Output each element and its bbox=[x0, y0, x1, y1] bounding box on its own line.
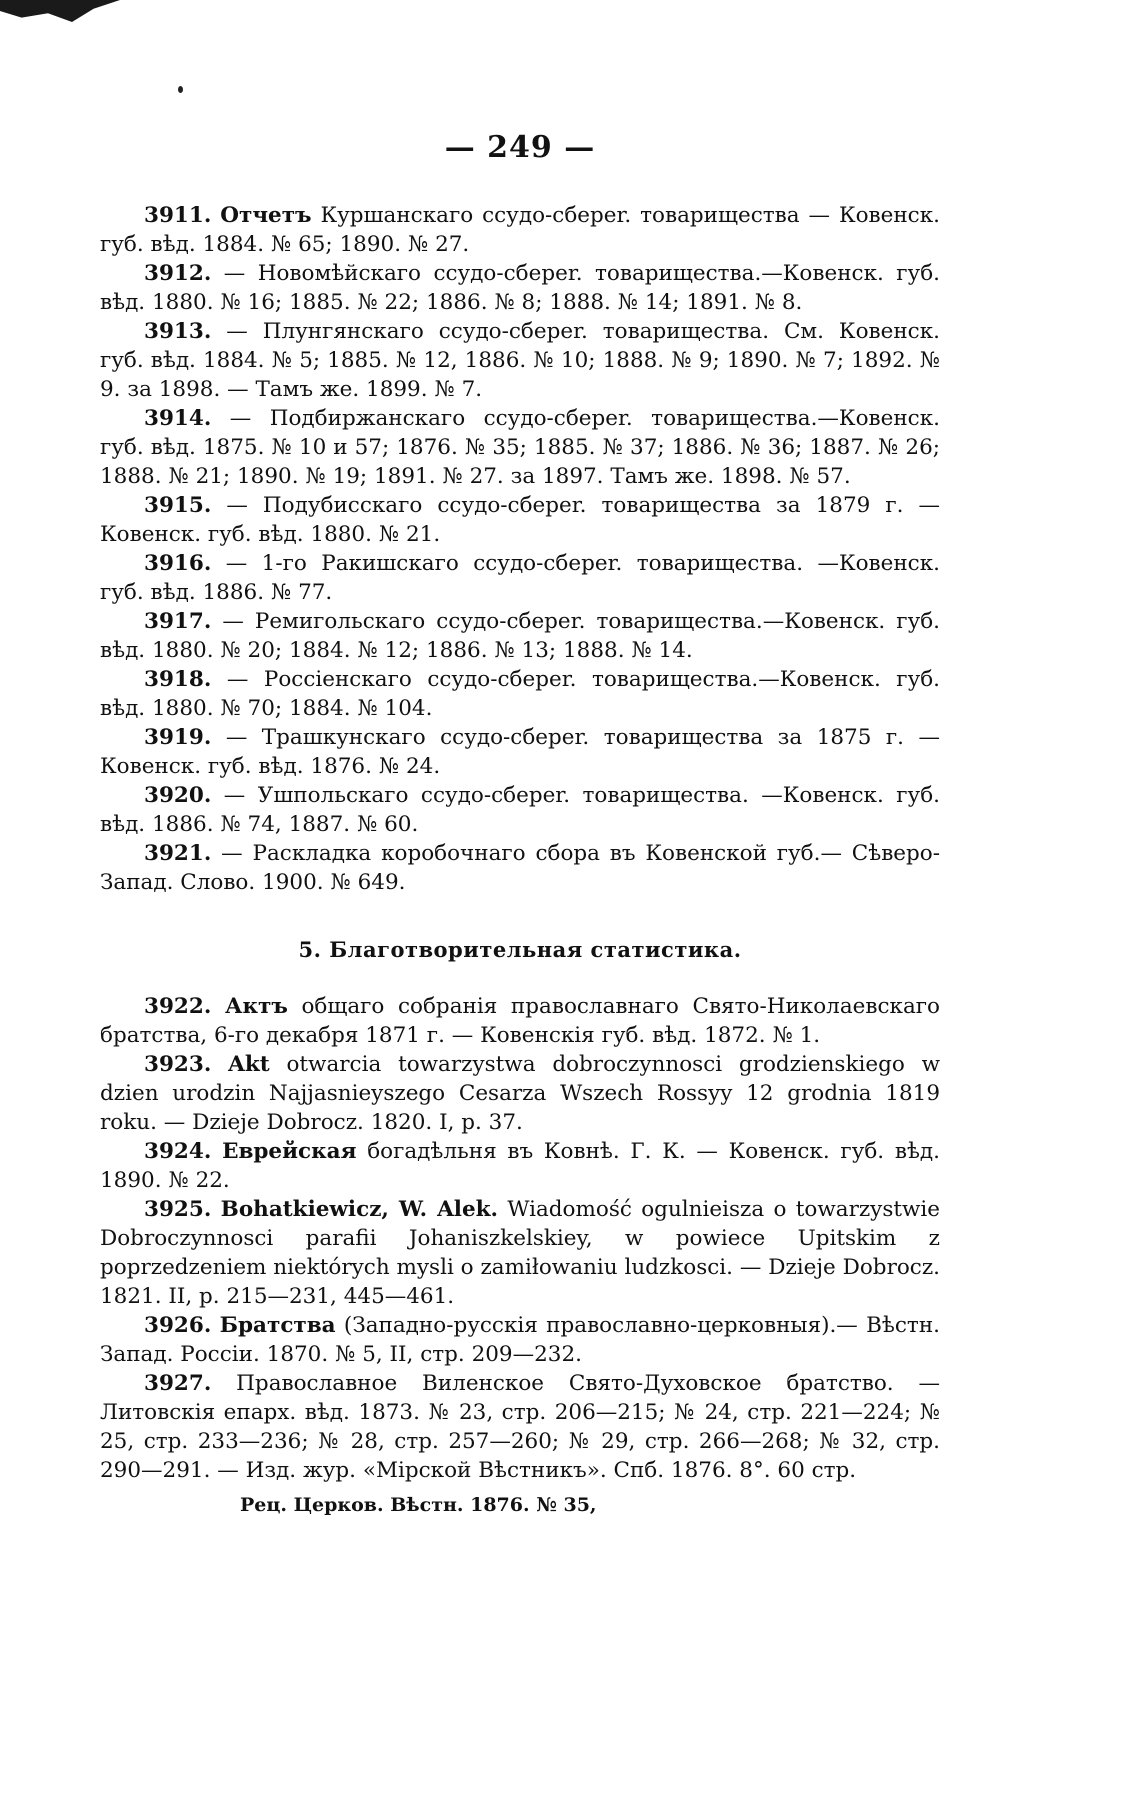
entry-text: — Подубисскаго ссудо-сбереr. товарищества за 1879 г. — Ковенск. губ. вѣд. 1880. № 21. bbox=[100, 493, 940, 547]
entry-text: — Плунгянскаго ссудо-сбереr. товарищества. См. Ковенск. губ. вѣд. 1884. № 5; 1885. № 12, 1886. № 10; 1888. № 9; 1890. № 7; 1892. № 9. за 1898. — Тамъ же. 1899. № 7. bbox=[100, 319, 940, 402]
section-title: 5. Благотворительная статистика. bbox=[298, 937, 742, 962]
bibliography-entry bbox=[100, 1050, 940, 1137]
bibliography-entry bbox=[100, 1311, 940, 1369]
bibliography-entry bbox=[100, 839, 940, 897]
entry-text: общаго собранія православнаго Свято-Николаевскаго братства, 6-го декабря 1871 г. — Ковенскія губ. вѣд. 1872. № 1. bbox=[100, 994, 940, 1048]
entry-number: 3926. bbox=[144, 1313, 212, 1338]
entry-text: (Западно-русскія православно-церковныя).— Вѣстн. Запад. Россіи. 1870. № 5, II, стр. 209—232. bbox=[100, 1313, 940, 1367]
entry-text: — Ушпольскаго ссудо-сбереr. товарищества. —Ковенск. губ. вѣд. 1886. № 74, 1887. № 60. bbox=[100, 783, 940, 837]
page-content bbox=[100, 130, 940, 1519]
review-note: Рец. Церков. Вѣстн. 1876. № 35, bbox=[240, 1494, 597, 1516]
entry-number: 3925. bbox=[144, 1197, 212, 1222]
bibliography-entry bbox=[100, 607, 940, 665]
bibliography-entry bbox=[100, 992, 940, 1050]
entry-lead: Akt bbox=[228, 1052, 270, 1077]
bibliography-entry bbox=[100, 723, 940, 781]
scan-smudge bbox=[0, 0, 120, 22]
entry-lead: Братства bbox=[219, 1313, 336, 1338]
bibliography-entry bbox=[100, 781, 940, 839]
entry-list-top bbox=[100, 201, 940, 897]
entry-number: 3913. bbox=[144, 319, 212, 344]
entry-number: 3916. bbox=[144, 551, 212, 576]
bibliography-entry bbox=[100, 665, 940, 723]
entry-text: otwarcia towarzystwa dobroczynnosci grodzienskiego w dzien urodzin Najjasnieyszego Cesarza Wszech Rossyy 12 grodnia 1819 roku. — Dzieje Dobrocz. 1820. I, p. 37. bbox=[100, 1052, 941, 1135]
entry-number: 3912. bbox=[144, 261, 212, 286]
bibliography-entry bbox=[100, 1195, 940, 1311]
bibliography-entry bbox=[100, 1137, 940, 1195]
entry-number: 3917. bbox=[144, 609, 212, 634]
entry-number: 3911. bbox=[144, 203, 212, 228]
entry-lead: Bohatkiewicz, W. Alek. bbox=[220, 1197, 499, 1222]
entry-text: Православное Виленское Свято-Духовское братство. — Литовскія епарх. вѣд. 1873. № 23, стр. 206—215; № 24, стр. 221—224; № 25, стр. 233—236; № 28, стр. 257—260; № 29, стр. 266—268; № 32, стр. 290—291. — Изд. жур. «Мірской Вѣстникъ». Спб. 1876. 8°. 60 стр. bbox=[100, 1371, 940, 1483]
entry-text: богадѣльня въ Ковнѣ. Г. К. — Ковенск. губ. вѣд. 1890. № 22. bbox=[100, 1139, 940, 1193]
entry-list-bottom bbox=[100, 992, 940, 1485]
entry-lead: Еврейская bbox=[222, 1139, 357, 1164]
entry-text: — 1-го Ракишскаго ссудо-сбереr. товарищества. —Ковенск. губ. вѣд. 1886. № 77. bbox=[100, 551, 940, 605]
entry-text: Wiadomość ogulnieisza o towarzystwie Dobroczynnosci parafii Johaniszkelskiey, w powiece Upitskim z poprzedzeniem niektórych mysli o zamiłowaniu ludzkosci. — Dzieje Dobrocz. 1821. II, p. 215—231, 445—461. bbox=[100, 1197, 941, 1309]
page-number: — 249 — bbox=[444, 130, 596, 165]
entry-text: — Россіенскаго ссудо-сбереr. товарищества.—Ковенск. губ. вѣд. 1880. № 70; 1884. № 104. bbox=[100, 667, 940, 721]
entry-text: — Раскладка коробочнаго сбора въ Ковенской губ.— Сѣверо-Запад. Слово. 1900. № 649. bbox=[100, 841, 940, 895]
entry-number: 3921. bbox=[144, 841, 212, 866]
bibliography-entry bbox=[100, 1369, 940, 1485]
entry-text: — Трашкунскаго ссудо-сбереr. товарищества за 1875 г. — Ковенск. губ. вѣд. 1876. № 24. bbox=[100, 725, 940, 779]
bibliography-entry bbox=[100, 259, 940, 317]
entry-number: 3914. bbox=[144, 406, 212, 431]
entry-number: 3920. bbox=[144, 783, 212, 808]
entry-number: 3919. bbox=[144, 725, 212, 750]
bibliography-entry bbox=[100, 404, 940, 491]
bibliography-entry bbox=[100, 317, 940, 404]
entry-text: — Ремигольскаго ссудо-сбереr. товарищества.—Ковенск. губ. вѣд. 1880. № 20; 1884. № 12; 1886. № 13; 1888. № 14. bbox=[100, 609, 940, 663]
entry-number: 3915. bbox=[144, 493, 212, 518]
bibliography-entry bbox=[100, 549, 940, 607]
entry-text: — Подбиржанскаго ссудо-сбереr. товарищества.—Ковенск. губ. вѣд. 1875. № 10 и 57; 1876. № 35; 1885. № 37; 1886. № 36; 1887. № 26; 1888. № 21; 1890. № 19; 1891. № 27. за 1897. Тамъ же. 1898. № 57. bbox=[100, 406, 940, 489]
bibliography-entry bbox=[100, 201, 940, 259]
entry-number: 3927. bbox=[144, 1371, 212, 1396]
entry-text: Куршанскаго ссудо-сбереr. товарищества — Ковенск. губ. вѣд. 1884. № 65; 1890. № 27. bbox=[100, 203, 940, 257]
entry-lead: Актъ bbox=[224, 994, 288, 1019]
scan-dot bbox=[178, 86, 183, 93]
entry-text: — Новомѣйскаго ссудо-сбереr. товарищества.—Ковенск. губ. вѣд. 1880. № 16; 1885. № 22; 1886. № 8; 1888. № 14; 1891. № 8. bbox=[100, 261, 940, 315]
entry-number: 3918. bbox=[144, 667, 212, 692]
bibliography-entry bbox=[100, 491, 940, 549]
entry-number: 3924. bbox=[144, 1139, 212, 1164]
entry-number: 3922. bbox=[144, 994, 212, 1019]
entry-lead: Отчетъ bbox=[220, 203, 312, 228]
entry-number: 3923. bbox=[144, 1052, 212, 1077]
